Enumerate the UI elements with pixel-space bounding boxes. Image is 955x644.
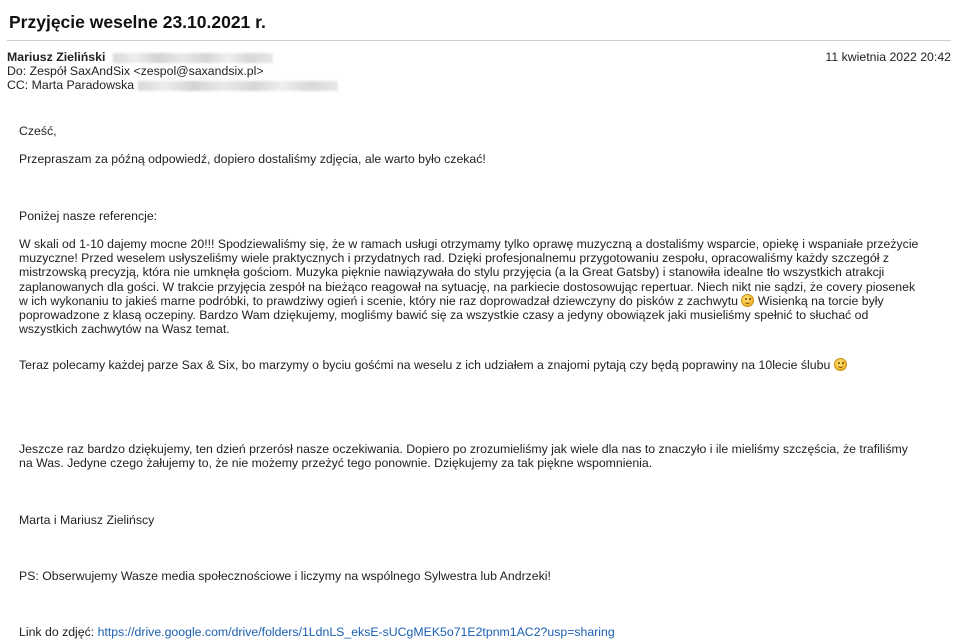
to-recipient[interactable]: Zespół SaxAndSix <zespol@saxandsix.pl> <box>29 64 264 78</box>
review-paragraph <box>19 237 924 336</box>
to-label: Do: <box>7 64 27 78</box>
redacted-sender-email <box>113 53 273 63</box>
photo-link[interactable]: https://drive.google.com/drive/folders/1LdnLS_eksE-sUCgMEK5o71E2tpnm1AC2?usp=sharing <box>97 625 615 639</box>
apology-text: Przepraszam za późną odpowiedź, dopiero dostaliśmy zdjęcia, ale warto było czekać! <box>19 152 486 166</box>
signature-text: Marta i Mariusz Zielińscy <box>19 513 155 527</box>
greeting-text: Cześć, <box>19 124 57 138</box>
cc-line <box>7 78 338 92</box>
cc-recipient[interactable]: Marta Paradowska <box>31 78 135 92</box>
sender-name[interactable]: Mariusz Zieliński <box>7 50 106 64</box>
photo-link-label: Link do zdjęć: <box>19 625 98 639</box>
smiling-face-emoji-icon <box>741 294 754 307</box>
review-text-part1: W skali od 1-10 dajemy mocne 20!!! Spodziewaliśmy się, że w ramach usługi otrzymamy tylko oprawę muzyczną a dostaliśmy wsparcie, opiekę i wspaniałe przeżycie muzyczne! Przed weselem usłyszeliśmy wiele praktycznych i przydatnych rad. Dzięki profesjonalnemu przygotowaniu zespołu, opracowaliśmy każdy szczegół z mistrzowską precyzją, która nie umknęła gościom. Muzyka pięknie nawiązywała do stylu przyjęcia (a la Great Gatsby) i stanowiła idealne tło wszystkich atrakcji zaplanowanych dla gości. W trakcie przyjęcia zespół na bieżąco reagował na sytuację, na parkiecie dostosowując repertuar. Niech nikt nie sądzi, że covery piosenek w ich wykonaniu to jakieś marne podróbki, to prawdziwy ogień i scenie, który nie raz doprowadzał dziewczyny do pisków z zachwytu <box>19 237 919 308</box>
redacted-cc-email <box>138 81 338 91</box>
sender-line <box>7 50 273 64</box>
thanks-paragraph: Jeszcze raz bardzo dziękujemy, ten dzień przerósł nasze oczekiwania. Dopiero po zrozumieliśmy jak wiele dla nas to znaczyło i ile mieliśmy szczęścia, że trafiliśmy na Was. Jedyne czego żałujemy to, że nie możemy przeżyć tego ponownie. Dziękujemy za tak piękne wspomnienia. <box>19 442 908 471</box>
smiling-face-emoji-icon <box>834 358 847 371</box>
recipient-line <box>7 64 264 78</box>
review-text-part2: Wisienką na torcie były poprowadzone z klasą oczepiny. Bardzo Wam dziękujemy, mogliśmy bawić się za wszystkie czasy a jedyny obowiązek jaki musieliśmy spełnić to słuchać od wszystkich zachwytów na Wasz temat. <box>19 293 884 337</box>
recommend-paragraph <box>19 358 924 372</box>
photo-link-line <box>19 625 924 639</box>
email-date: 11 kwietnia 2022 20:42 <box>825 50 951 64</box>
ps-text: PS: Obserwujemy Wasze media społecznościowe i liczymy na wspólnego Sylwestra lub Andrzeki! <box>19 569 551 583</box>
recommend-text: Teraz polecamy każdej parze Sax & Six, bo marzymy o byciu gośćmi na weselu z ich udziałem a znajomi pytają czy będą poprawiny na 10lecie ślubu <box>19 358 834 372</box>
header-divider <box>7 40 951 41</box>
cc-label: CC: <box>7 78 29 92</box>
references-intro: Poniżej nasze referencje: <box>19 209 158 223</box>
email-subject: Przyjęcie weselne 23.10.2021 r. <box>9 12 266 32</box>
